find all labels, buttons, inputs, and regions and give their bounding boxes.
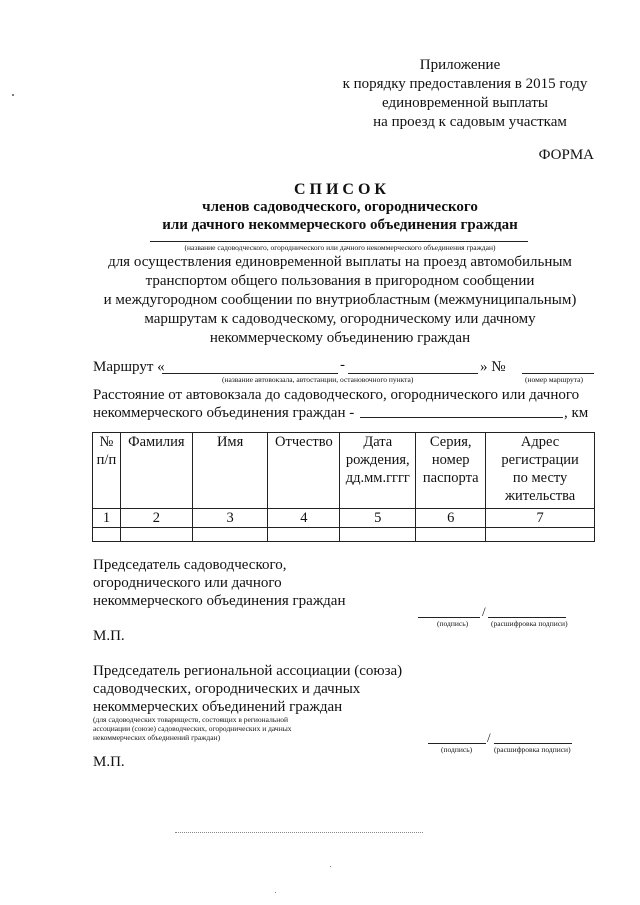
distance-line-1: Расстояние от автовокзала до садоводческого, огороднического или дачного	[93, 387, 580, 403]
route-dash: -	[340, 357, 345, 373]
sign1-signature-field[interactable]	[418, 617, 480, 618]
page-title: С П И С О К	[293, 181, 387, 198]
sign1-line-2: огороднического или дачного	[93, 575, 282, 591]
sign2-note-3: некоммерческих объединений граждан)	[93, 733, 221, 742]
stamp-place-2: М.П.	[93, 754, 125, 770]
col-header-patronymic: Отчество	[268, 433, 340, 509]
route-from-field[interactable]	[162, 373, 338, 374]
col-header-address: Адрес регистрации по месту жительства	[486, 433, 595, 509]
sign1-decryption-field[interactable]	[488, 617, 566, 618]
table-number-row	[93, 509, 595, 528]
table-cell[interactable]	[268, 528, 340, 542]
col-number: 4	[268, 509, 340, 528]
purpose-line-1: для осуществления единовременной выплаты на проезд автомобильным	[108, 254, 572, 270]
form-label: ФОРМА	[538, 147, 594, 163]
members-table	[92, 432, 595, 542]
header-line-4: на проезд к садовым участкам	[373, 114, 567, 130]
stamp-place-1: М.П.	[93, 628, 125, 644]
sign2-note-2: ассоциации (союзе) садоводческих, огороднических и дачных	[93, 724, 292, 733]
col-header-passport: Серия, номер паспорта	[416, 433, 486, 509]
sign2-decryption-note: (расшифровка подписи)	[494, 745, 571, 754]
table-cell[interactable]	[120, 528, 192, 542]
col-number: 3	[192, 509, 268, 528]
route-to-field[interactable]	[348, 373, 478, 374]
speck	[275, 892, 276, 893]
sign2-line-3: некоммерческих объединений граждан	[93, 699, 343, 715]
header-line-2: к порядку предоставления в 2015 году	[342, 76, 588, 92]
purpose-line-2: транспортом общего пользования в пригородном сообщении	[145, 273, 535, 289]
sign2-decryption-field[interactable]	[494, 743, 572, 744]
table-cell[interactable]	[192, 528, 268, 542]
sign1-line-1: Председатель садоводческого,	[93, 557, 287, 573]
col-number: 1	[93, 509, 121, 528]
sign2-signature-field[interactable]	[428, 743, 486, 744]
sign1-signature-note: (подпись)	[437, 619, 469, 628]
sign2-signature-note: (подпись)	[441, 745, 473, 754]
table-cell[interactable]	[416, 528, 486, 542]
route-number-note: (номер маршрута)	[525, 375, 583, 384]
table-cell[interactable]	[486, 528, 595, 542]
col-header-number: № п/п	[93, 433, 121, 509]
bottom-separator	[175, 832, 423, 833]
purpose-line-4: маршрутам к садоводческому, огородническому или дачному	[144, 311, 536, 327]
table-row[interactable]	[93, 528, 595, 542]
sign1-line-3: некоммерческого объединения граждан	[93, 593, 346, 609]
col-header-surname: Фамилия	[120, 433, 192, 509]
col-number: 7	[486, 509, 595, 528]
sign2-line-1: Председатель региональной ассоциации (союза)	[93, 663, 403, 679]
header-line-1: Приложение	[419, 57, 501, 73]
table-cell[interactable]	[340, 528, 416, 542]
col-number: 6	[416, 509, 486, 528]
speck	[330, 866, 331, 867]
distance-field[interactable]	[360, 417, 563, 418]
purpose-line-3: и междугородном сообщении по внутриобластным (межмуниципальным)	[103, 292, 577, 308]
speck	[12, 94, 14, 96]
purpose-line-5: некоммерческому объединению граждан	[209, 330, 471, 346]
col-header-name: Имя	[192, 433, 268, 509]
org-name-line[interactable]	[150, 241, 528, 242]
table-header-row	[93, 433, 595, 509]
route-points-note: (название автовокзала, автостанции, остановочного пункта)	[222, 375, 414, 384]
org-name-note: (название садоводческого, огороднического или дачного некоммерческого объединения граждан)	[184, 243, 496, 252]
header-line-3: единовременной выплаты	[382, 95, 548, 111]
title-sub-1: членов садоводческого, огороднического	[202, 199, 478, 215]
sign2-slash: /	[487, 730, 491, 745]
sign1-slash: /	[482, 604, 486, 619]
col-number: 2	[120, 509, 192, 528]
sign2-note-1: (для садоводческих товариществ, состоящих в региональной	[93, 715, 289, 724]
route-number-field[interactable]	[522, 373, 594, 374]
table-cell[interactable]	[93, 528, 121, 542]
col-header-birthdate: Дата рождения, дд.мм.гггг	[340, 433, 416, 509]
distance-line-2: некоммерческого объединения граждан -	[93, 405, 355, 421]
title-sub-2: или дачного некоммерческого объединения граждан	[162, 217, 518, 233]
sign1-decryption-note: (расшифровка подписи)	[491, 619, 568, 628]
sign2-line-2: садоводческих, огороднических и дачных	[93, 681, 361, 697]
distance-unit: , км	[564, 405, 589, 421]
route-label: Маршрут «	[93, 359, 165, 375]
col-number: 5	[340, 509, 416, 528]
route-number-label: » №	[480, 359, 506, 375]
